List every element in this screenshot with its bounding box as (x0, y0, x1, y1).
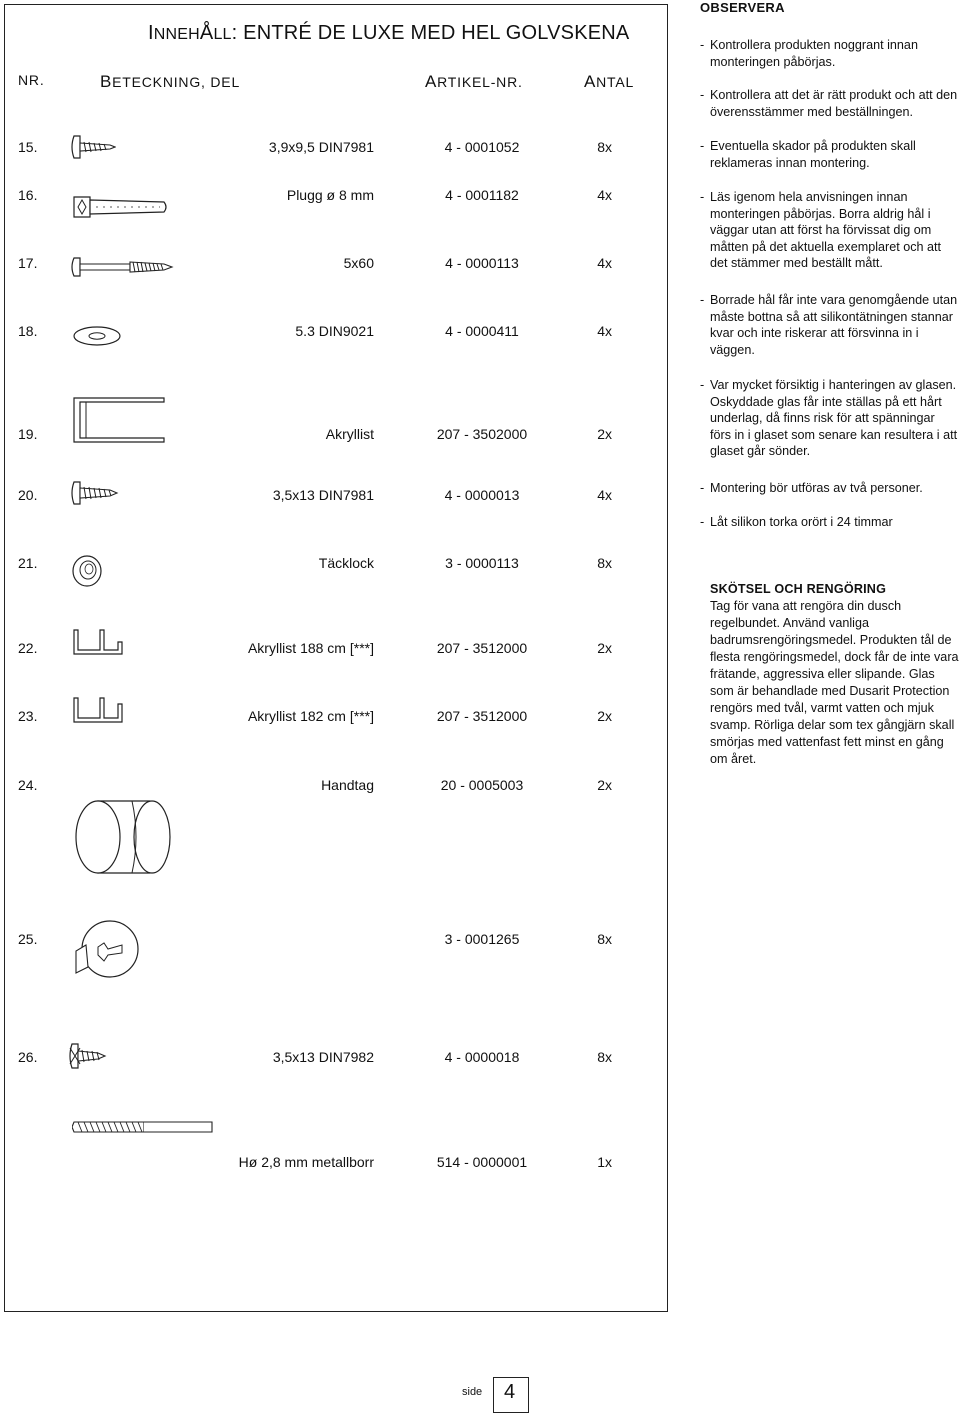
header-description: BETECKNING, DEL (100, 72, 241, 91)
row-description: Akryllist (325, 426, 374, 442)
row-description: 3,5x13 DIN7981 (272, 487, 374, 503)
care-text: Tag för vana att rengöra din dusch regelbundet. Använd vanliga badrumsrengöringsmedel. Produkten tål de flesta rengöringsmedel, dock får de inte vara frätande, aggressiva eller slipande. Glas som är behandlade med Dusarit Protection rengörs med tvål, varmt vatten och mjuk svamp. Rörliga delar som tex gångjärn skall smörjas med vattenfast fett minst en gång om året. (710, 599, 959, 766)
header-article-number: ARTIKEL-NR. (425, 72, 523, 91)
observera-item: - Kontrollera produkten noggrant innan monteringen påbörjas. (700, 38, 918, 69)
page-title: INNEHÅLL: ENTRÉ DE LUXE MED HEL GOLVSKENA (148, 22, 630, 44)
row-article-number: 4 - 0000411 (445, 323, 519, 339)
row-description: 5.3 DIN9021 (295, 323, 374, 339)
observera-heading: OBSERVERA (700, 0, 785, 15)
observera-item: - Läs igenom hela anvisningen innan monteringen påbörjas. Borra aldrig hål i väggar utan att först ha förvissat dig om måtten på det aktuella exemplaret och att det stämmer med beställt mått. (700, 190, 942, 270)
row-nr: 20. (18, 487, 38, 503)
self-tapping-screw-icon (70, 134, 116, 160)
row-quantity: 2x (597, 777, 612, 793)
care-heading: SKÖTSEL OCH RENGÖRING (710, 582, 887, 596)
row-description: Handtag (321, 777, 374, 793)
acrylic-profile-icon (72, 628, 124, 656)
row-nr: 26. (18, 1049, 38, 1065)
row-quantity: 8x (597, 139, 612, 155)
row-description: Akryllist 188 cm [***] (247, 640, 374, 656)
row-description: Hø 2,8 mm metallborr (238, 1154, 374, 1170)
cam-lock-icon (70, 915, 142, 987)
row-quantity: 8x (597, 555, 612, 571)
page-side-label: side (462, 1386, 483, 1398)
row-description: Akryllist 182 cm [***] (247, 708, 374, 724)
observera-item: - Borrade hål får inte vara genomgående utan måste bottna så att silikontätningen stannar kvar och inte riskerar att försvinna in i väggen. (700, 293, 958, 357)
row-nr: 21. (18, 555, 38, 571)
handle-icon (72, 795, 178, 879)
row-article-number: 3 - 0000113 (445, 555, 519, 571)
observera-item: - Eventuella skador på produkten skall reklameras innan montering. (700, 139, 916, 170)
header-nr: NR. (18, 72, 45, 88)
observera-item: - Kontrollera att det är rätt produkt och att den överensstämmer med beställningen. (700, 88, 958, 119)
row-article-number: 514 - 0000001 (436, 1154, 528, 1170)
row-quantity: 2x (597, 426, 612, 442)
row-article-number: 3 - 0001265 (444, 931, 520, 947)
row-article-number: 4 - 0000013 (444, 487, 520, 503)
row-article-number: 207 - 3512000 (436, 708, 528, 724)
row-nr: 16. (18, 187, 38, 203)
row-quantity: 2x (597, 708, 612, 724)
row-quantity: 8x (597, 1049, 612, 1065)
row-quantity: 8x (597, 931, 612, 947)
row-nr: 24. (18, 777, 38, 793)
row-nr: 22. (18, 640, 38, 656)
row-description: 3,9x9,5 DIN7981 (268, 139, 374, 155)
row-quantity: 4x (597, 255, 612, 271)
row-quantity: 1x (597, 1154, 612, 1170)
row-description: Täcklock (318, 555, 374, 571)
row-description: 5x60 (343, 255, 374, 271)
row-nr: 15. (18, 139, 38, 155)
row-nr: 23. (18, 708, 38, 724)
row-article-number: 20 - 0005003 (440, 777, 524, 793)
washer-icon (72, 324, 122, 348)
observera-item: - Låt silikon torka orört i 24 timmar (700, 515, 893, 529)
row-nr: 18. (18, 323, 38, 339)
cover-cap-icon (70, 553, 104, 589)
row-quantity: 4x (597, 487, 612, 503)
observera-item: - Var mycket försiktig i hanteringen av glasen. Oskyddade glas får inte ställas på ett hårt underlag, då finns risk för att spänningar förs in i glaset som senare kan resultera i att glaset går sönder. (700, 378, 958, 458)
drill-bit-icon (72, 1118, 216, 1136)
observera-item: - Montering bör utföras av två personer. (700, 481, 923, 495)
row-description: Plugg ø 8 mm (286, 187, 374, 203)
row-description: 3,5x13 DIN7982 (272, 1049, 374, 1065)
row-nr: 19. (18, 426, 38, 442)
row-quantity: 2x (597, 640, 612, 656)
row-nr: 17. (18, 255, 38, 271)
self-tapping-screw-icon (70, 480, 120, 506)
countersunk-screw-icon (68, 1042, 108, 1070)
row-article-number: 207 - 3502000 (436, 426, 528, 442)
row-article-number: 4 - 0000113 (445, 255, 519, 271)
page-number: 4 (504, 1381, 516, 1403)
row-article-number: 207 - 3512000 (436, 640, 528, 656)
row-nr: 25. (18, 931, 38, 947)
header-quantity: ANTAL (584, 72, 635, 91)
row-article-number: 4 - 0000018 (444, 1049, 520, 1065)
row-article-number: 4 - 0001052 (444, 139, 520, 155)
acrylic-profile-icon (72, 696, 124, 724)
row-article-number: 4 - 0001182 (445, 187, 519, 203)
row-quantity: 4x (597, 323, 612, 339)
row-quantity: 4x (597, 187, 612, 203)
